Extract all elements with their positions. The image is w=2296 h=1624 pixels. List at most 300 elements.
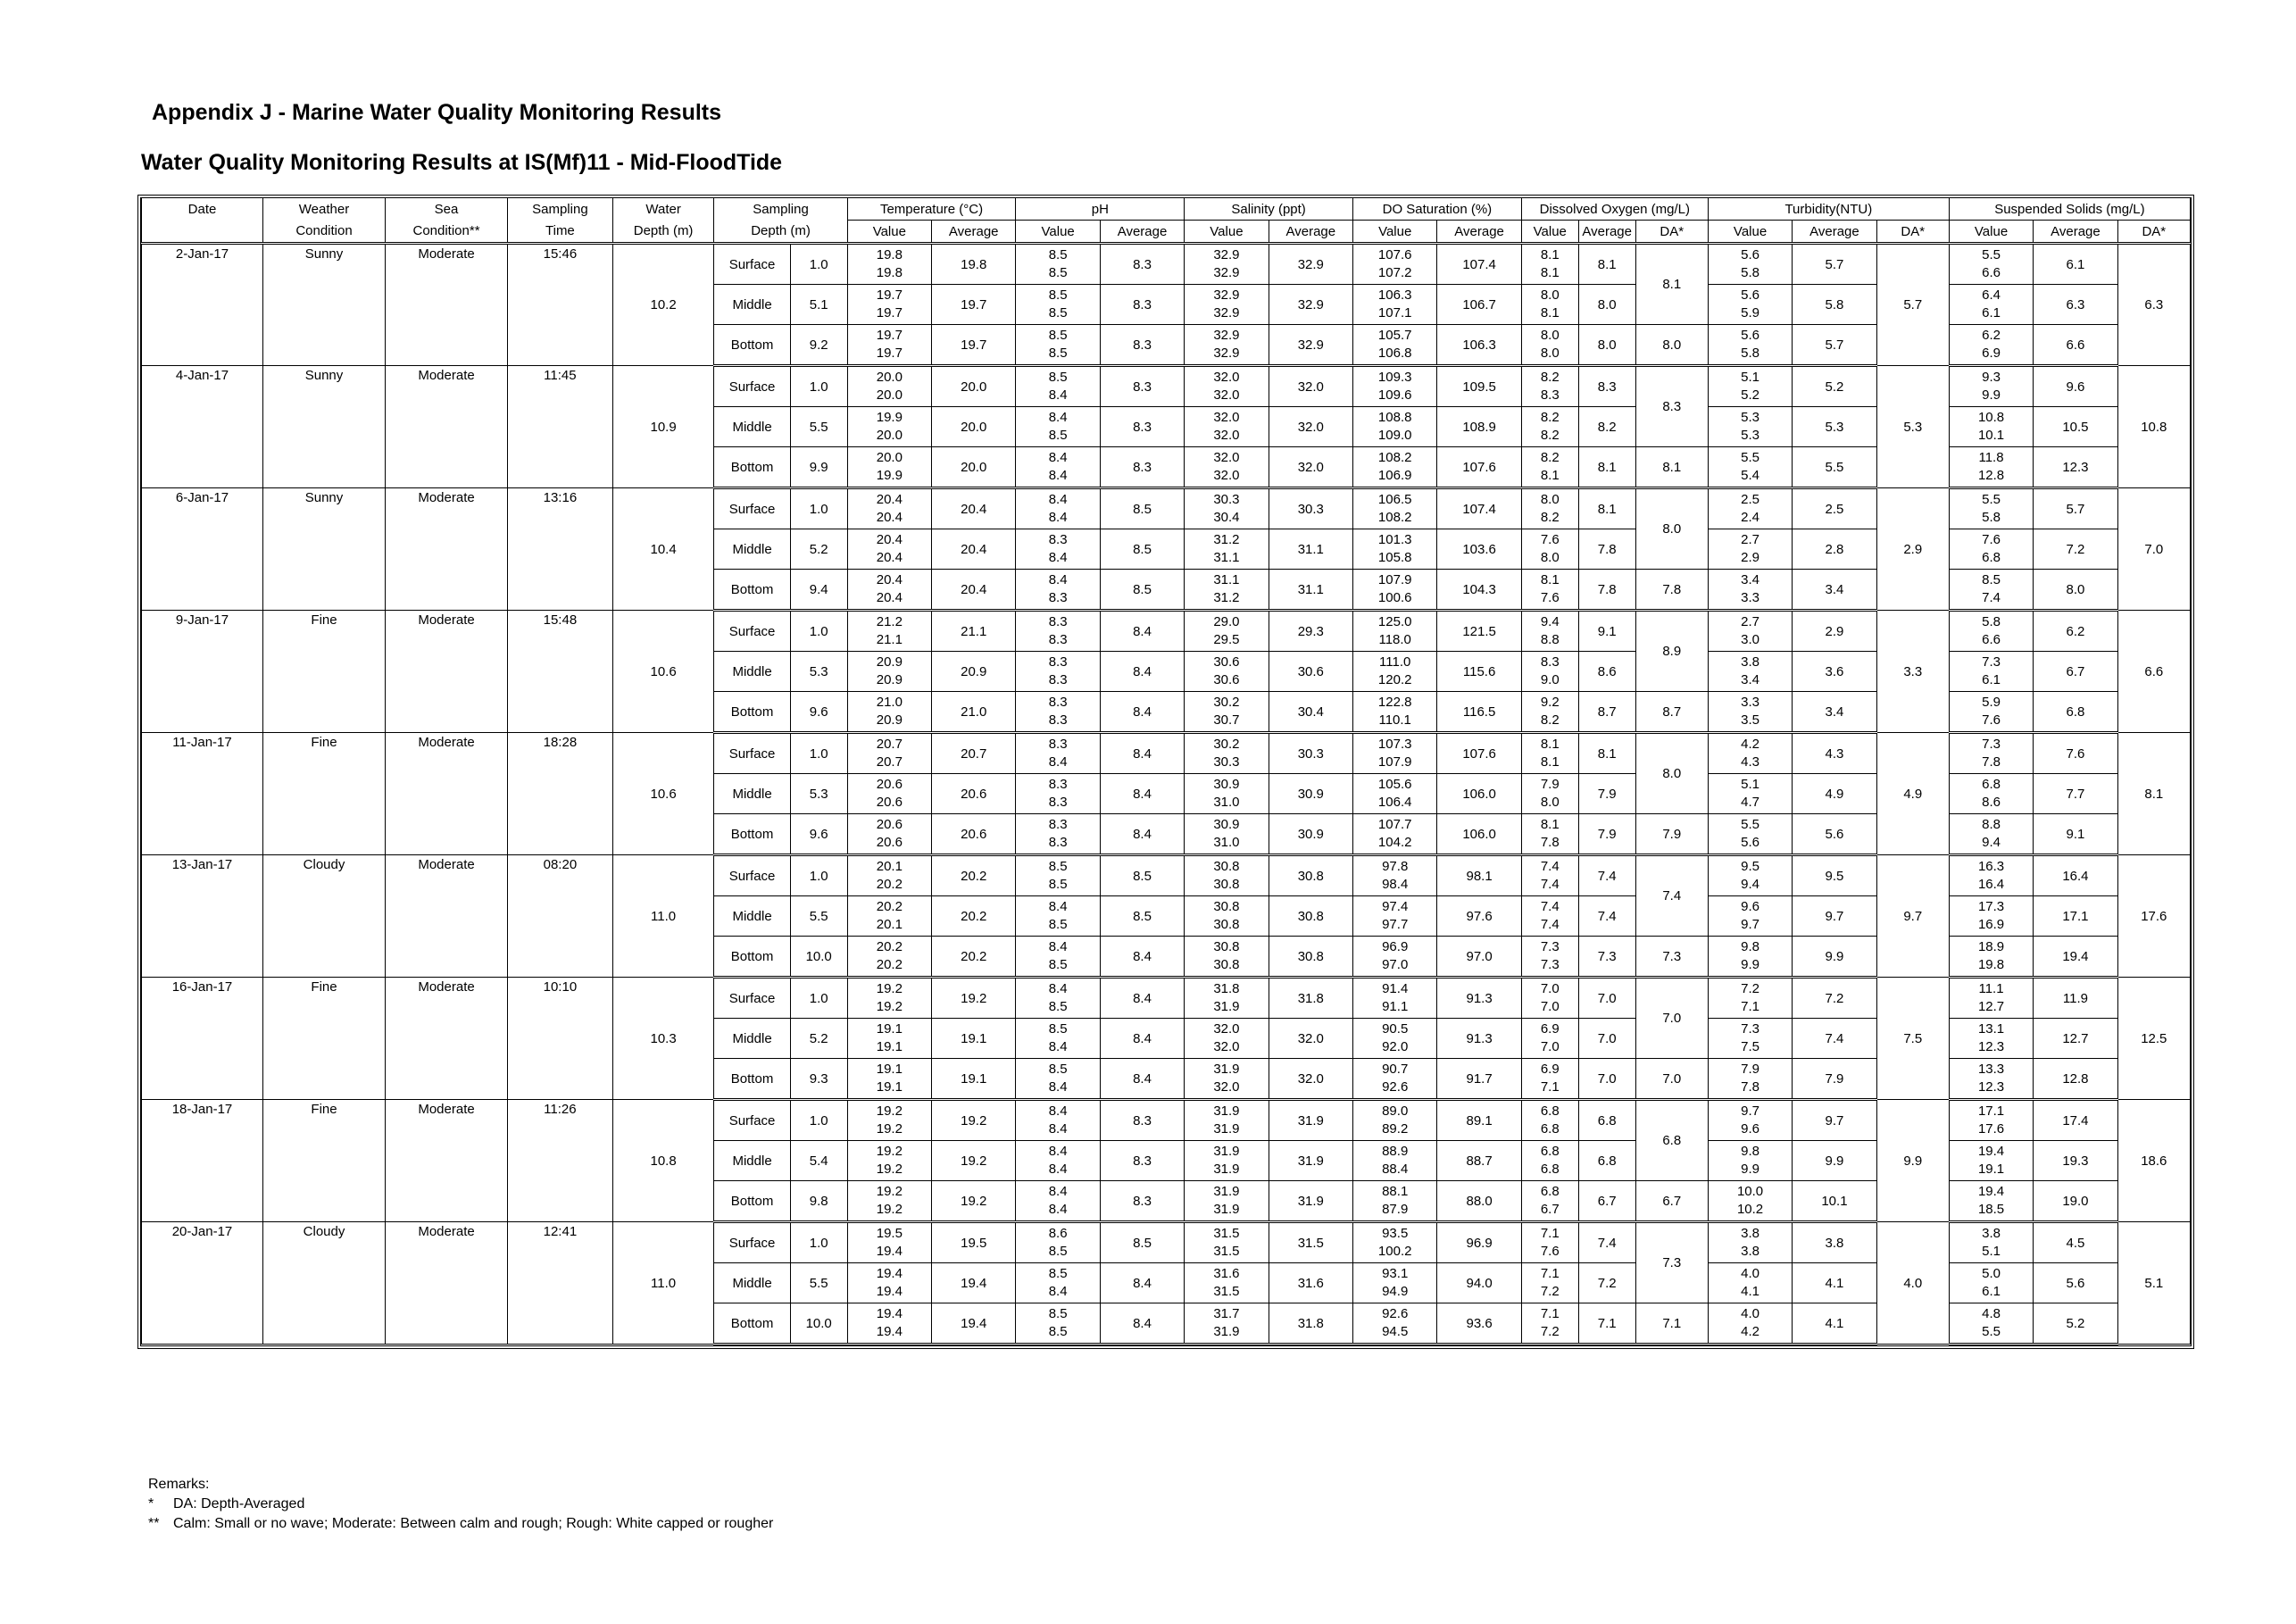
- cell-level: Bottom: [714, 814, 790, 855]
- cell-salinity-reading: 31.0: [1213, 835, 1240, 850]
- header-water-depth-2: Depth (m): [612, 221, 714, 244]
- cell-temperature-reading: 19.7: [876, 287, 903, 303]
- cell-dissolved-oxygen-reading: 8.1: [1540, 265, 1560, 280]
- cell-dissolved-oxygen-average: 8.3: [1578, 366, 1635, 407]
- cell-dissolved-oxygen: [1521, 692, 1578, 733]
- cell-salinity: [1185, 244, 1269, 285]
- cell-ph-average: 8.3: [1100, 1181, 1184, 1222]
- cell-turbidity-reading: 5.6: [1741, 835, 1759, 850]
- cell-dissolved-oxygen-da: 8.3: [1635, 366, 1708, 447]
- cell-temperature-reading: 19.2: [876, 1103, 903, 1119]
- cell-dissolved-oxygen-average: 8.7: [1578, 692, 1635, 733]
- cell-temperature-average: 19.5: [932, 1222, 1016, 1263]
- cell-turbidity: [1708, 774, 1792, 814]
- cell-dissolved-oxygen-average: 6.8: [1578, 1141, 1635, 1181]
- cell-salinity-reading: 30.8: [1213, 957, 1240, 972]
- cell-suspended-solids: [1949, 1100, 2033, 1141]
- cell-temperature-reading: 20.7: [876, 754, 903, 770]
- cell-temperature-reading: 20.9: [876, 654, 903, 670]
- cell-dissolved-oxygen-reading: 8.1: [1540, 305, 1560, 321]
- cell-dissolved-oxygen-average: 6.8: [1578, 1100, 1635, 1141]
- cell-temperature-reading: 19.7: [876, 346, 903, 361]
- cell-suspended-solids-da: 12.5: [2117, 978, 2190, 1100]
- cell-dissolved-oxygen: [1521, 855, 1578, 896]
- cell-salinity-average: 32.0: [1269, 447, 1352, 488]
- cell-temperature-reading: 20.6: [876, 795, 903, 810]
- cell-sampling-depth: 1.0: [790, 1100, 847, 1141]
- cell-ph-reading: 8.4: [1048, 492, 1068, 507]
- cell-do-saturation: [1353, 611, 1437, 652]
- cell-salinity-average: 32.0: [1269, 366, 1352, 407]
- cell-turbidity-reading: 10.2: [1736, 1202, 1764, 1217]
- header-average: Average: [1578, 221, 1635, 244]
- cell-level: Middle: [714, 407, 790, 447]
- header-average: Average: [1437, 221, 1521, 244]
- cell-ph-reading: 8.3: [1048, 712, 1068, 728]
- cell-dissolved-oxygen: [1521, 285, 1578, 325]
- cell-ph-reading: 8.4: [1048, 510, 1068, 525]
- cell-ph-reading: 8.5: [1048, 1062, 1068, 1077]
- water-quality-table: [141, 198, 2191, 1345]
- cell-do-saturation: [1353, 1303, 1437, 1345]
- cell-temperature-average: 20.0: [932, 366, 1016, 407]
- cell-sampling-depth: 5.2: [790, 1019, 847, 1059]
- header-da: DA*: [2117, 221, 2190, 244]
- cell-temperature-reading: 20.1: [876, 859, 903, 874]
- cell-temperature: [847, 488, 931, 529]
- cell-salinity: [1185, 1100, 1269, 1141]
- cell-dissolved-oxygen-da: 8.0: [1635, 488, 1708, 570]
- cell-do-saturation-reading: 105.8: [1377, 550, 1412, 565]
- cell-ph-average: 8.5: [1100, 488, 1184, 529]
- header-da: DA*: [1876, 221, 1949, 244]
- cell-level: Bottom: [714, 325, 790, 366]
- cell-dissolved-oxygen-reading: 7.4: [1540, 859, 1560, 874]
- cell-water-depth: 10.3: [612, 978, 714, 1100]
- cell-sampling-depth: 1.0: [790, 855, 847, 896]
- cell-salinity-reading: 30.3: [1213, 492, 1240, 507]
- cell-turbidity-da: 9.9: [1876, 1100, 1949, 1222]
- cell-suspended-solids-da: 6.6: [2117, 611, 2190, 733]
- cell-turbidity: [1708, 325, 1792, 366]
- cell-dissolved-oxygen-average: 8.1: [1578, 447, 1635, 488]
- cell-turbidity-reading: 9.7: [1741, 1103, 1759, 1119]
- cell-do-saturation-average: 88.7: [1437, 1141, 1521, 1181]
- cell-suspended-solids-reading: 5.5: [1982, 1324, 2001, 1339]
- cell-dissolved-oxygen-average: 7.9: [1578, 814, 1635, 855]
- cell-salinity-reading: 30.8: [1213, 899, 1240, 914]
- cell-do-saturation-reading: 88.4: [1382, 1162, 1409, 1177]
- header-turbidity: Turbidity(NTU): [1708, 198, 1949, 221]
- cell-ph-reading: 8.3: [1048, 835, 1068, 850]
- cell-level: Middle: [714, 896, 790, 937]
- cell-suspended-solids-average: 6.2: [2034, 611, 2117, 652]
- cell-ph-reading: 8.4: [1048, 754, 1068, 770]
- cell-temperature-average: 20.4: [932, 488, 1016, 529]
- cell-suspended-solids-reading: 19.4: [1977, 1184, 2005, 1199]
- table-row: [142, 366, 2191, 407]
- cell-ph-reading: 8.4: [1048, 450, 1068, 465]
- cell-suspended-solids: [1949, 774, 2033, 814]
- cell-ph: [1016, 1059, 1100, 1100]
- cell-salinity: [1185, 488, 1269, 529]
- cell-ph-reading: 8.4: [1048, 1184, 1068, 1199]
- cell-temperature-average: 19.7: [932, 325, 1016, 366]
- cell-dissolved-oxygen-average: 7.4: [1578, 1222, 1635, 1263]
- cell-temperature: [847, 896, 931, 937]
- cell-dissolved-oxygen-reading: 6.8: [1540, 1121, 1560, 1137]
- cell-dissolved-oxygen-da: 7.9: [1635, 814, 1708, 855]
- cell-temperature-reading: 19.9: [876, 410, 903, 425]
- cell-salinity: [1185, 978, 1269, 1019]
- cell-temperature-average: 20.4: [932, 529, 1016, 570]
- header-average: Average: [1269, 221, 1352, 244]
- cell-salinity-reading: 30.2: [1213, 695, 1240, 710]
- cell-salinity-reading: 32.9: [1213, 247, 1240, 262]
- cell-turbidity-average: 4.3: [1793, 733, 1876, 774]
- cell-turbidity-da: 5.3: [1876, 366, 1949, 488]
- header-suspended-solids: Suspended Solids (mg/L): [1949, 198, 2190, 221]
- cell-temperature-average: 19.2: [932, 1100, 1016, 1141]
- cell-salinity: [1185, 1303, 1269, 1345]
- cell-level: Middle: [714, 529, 790, 570]
- cell-salinity: [1185, 1222, 1269, 1263]
- cell-do-saturation-reading: 91.4: [1382, 981, 1409, 996]
- header-row-2: [142, 221, 2191, 244]
- cell-do-saturation: [1353, 1141, 1437, 1181]
- cell-turbidity-da: 2.9: [1876, 488, 1949, 611]
- cell-water-depth: 10.6: [612, 733, 714, 855]
- cell-do-saturation-reading: 109.3: [1377, 370, 1412, 385]
- cell-turbidity: [1708, 814, 1792, 855]
- cell-water-depth: 10.4: [612, 488, 714, 611]
- cell-suspended-solids-average: 10.5: [2034, 407, 2117, 447]
- cell-suspended-solids-da: 8.1: [2117, 733, 2190, 855]
- cell-do-saturation-average: 98.1: [1437, 855, 1521, 896]
- cell-dissolved-oxygen-average: 6.7: [1578, 1181, 1635, 1222]
- cell-do-saturation-average: 93.6: [1437, 1303, 1521, 1345]
- cell-sampling-time: 08:20: [508, 855, 613, 978]
- cell-temperature-average: 20.2: [932, 937, 1016, 978]
- cell-temperature-reading: 20.6: [876, 835, 903, 850]
- cell-temperature-reading: 19.1: [876, 1079, 903, 1095]
- cell-do-saturation: [1353, 285, 1437, 325]
- cell-ph-reading: 8.4: [1048, 1284, 1068, 1299]
- cell-suspended-solids-da: 6.3: [2117, 244, 2190, 366]
- cell-do-saturation-reading: 89.0: [1382, 1103, 1409, 1119]
- cell-turbidity-reading: 7.1: [1741, 999, 1759, 1014]
- cell-turbidity-reading: 4.0: [1741, 1266, 1759, 1281]
- cell-ph-average: 8.4: [1100, 652, 1184, 692]
- cell-salinity-reading: 32.0: [1213, 1079, 1240, 1095]
- cell-salinity-reading: 32.0: [1213, 1021, 1240, 1037]
- cell-suspended-solids-reading: 17.6: [1977, 1121, 2005, 1137]
- cell-salinity-reading: 30.6: [1213, 654, 1240, 670]
- cell-salinity-reading: 32.9: [1213, 287, 1240, 303]
- cell-suspended-solids-da: 5.1: [2117, 1222, 2190, 1345]
- cell-do-saturation-reading: 111.0: [1379, 654, 1411, 670]
- cell-do-saturation-reading: 96.9: [1382, 939, 1409, 954]
- cell-sea-condition: Moderate: [386, 855, 508, 978]
- cell-turbidity: [1708, 611, 1792, 652]
- cell-do-saturation-reading: 90.7: [1382, 1062, 1409, 1077]
- cell-suspended-solids: [1949, 1222, 2033, 1263]
- cell-sampling-time: 11:26: [508, 1100, 613, 1222]
- cell-sea-condition: Moderate: [386, 733, 508, 855]
- cell-temperature-reading: 19.2: [876, 1202, 903, 1217]
- cell-temperature-reading: 20.4: [876, 510, 903, 525]
- cell-weather: Fine: [263, 611, 386, 733]
- cell-dissolved-oxygen-reading: 8.1: [1540, 737, 1560, 752]
- header-da: DA*: [1635, 221, 1708, 244]
- page-subtitle: Water Quality Monitoring Results at IS(Mf)11 - Mid-FloodTide: [141, 150, 783, 175]
- cell-level: Surface: [714, 978, 790, 1019]
- cell-suspended-solids-reading: 12.3: [1977, 1079, 2005, 1095]
- cell-ph-reading: 8.4: [1048, 1162, 1068, 1177]
- cell-level: Surface: [714, 733, 790, 774]
- cell-salinity-average: 31.1: [1269, 529, 1352, 570]
- cell-do-saturation-reading: 122.8: [1377, 695, 1412, 710]
- cell-salinity-average: 31.1: [1269, 570, 1352, 611]
- cell-turbidity-reading: 9.6: [1741, 1121, 1759, 1137]
- cell-do-saturation-reading: 93.5: [1382, 1226, 1409, 1241]
- cell-temperature-reading: 19.2: [876, 1184, 903, 1199]
- cell-dissolved-oxygen-average: 8.0: [1578, 285, 1635, 325]
- cell-turbidity-reading: 7.2: [1741, 981, 1759, 996]
- cell-suspended-solids-da: 7.0: [2117, 488, 2190, 611]
- cell-do-saturation-reading: 109.0: [1377, 428, 1412, 443]
- cell-suspended-solids-average: 6.7: [2034, 652, 2117, 692]
- cell-temperature-reading: 20.9: [876, 672, 903, 687]
- cell-temperature-average: 19.8: [932, 244, 1016, 285]
- header-weather-2: Condition: [263, 221, 386, 244]
- cell-salinity-reading: 31.9: [1213, 1202, 1240, 1217]
- cell-salinity-average: 31.5: [1269, 1222, 1352, 1263]
- cell-suspended-solids-reading: 5.8: [1982, 510, 2001, 525]
- cell-do-saturation-reading: 105.6: [1377, 777, 1412, 792]
- cell-do-saturation-reading: 106.8: [1377, 346, 1412, 361]
- cell-turbidity: [1708, 733, 1792, 774]
- cell-dissolved-oxygen-reading: 9.4: [1540, 614, 1560, 629]
- cell-dissolved-oxygen: [1521, 1181, 1578, 1222]
- cell-temperature-average: 19.1: [932, 1059, 1016, 1100]
- cell-suspended-solids: [1949, 652, 2033, 692]
- cell-suspended-solids-da: 10.8: [2117, 366, 2190, 488]
- cell-turbidity: [1708, 937, 1792, 978]
- cell-do-saturation-reading: 106.5: [1377, 492, 1412, 507]
- cell-dissolved-oxygen-average: 7.3: [1578, 937, 1635, 978]
- cell-ph: [1016, 570, 1100, 611]
- cell-suspended-solids-reading: 4.8: [1982, 1306, 2001, 1321]
- cell-salinity-reading: 31.5: [1213, 1244, 1240, 1259]
- cell-salinity-reading: 30.8: [1213, 939, 1240, 954]
- cell-temperature-reading: 21.2: [876, 614, 903, 629]
- cell-sampling-depth: 1.0: [790, 488, 847, 529]
- cell-weather: Fine: [263, 1100, 386, 1222]
- cell-temperature: [847, 814, 931, 855]
- cell-do-saturation-average: 106.0: [1437, 814, 1521, 855]
- cell-salinity: [1185, 814, 1269, 855]
- cell-dissolved-oxygen-reading: 7.3: [1540, 957, 1560, 972]
- cell-do-saturation-reading: 88.9: [1382, 1144, 1409, 1159]
- cell-suspended-solids-reading: 5.1: [1982, 1244, 2001, 1259]
- cell-do-saturation: [1353, 570, 1437, 611]
- cell-ph-reading: 8.6: [1048, 1226, 1068, 1241]
- cell-turbidity: [1708, 1100, 1792, 1141]
- cell-ph: [1016, 774, 1100, 814]
- cell-salinity-reading: 31.9: [1213, 1162, 1240, 1177]
- cell-ph-average: 8.4: [1100, 733, 1184, 774]
- cell-temperature-reading: 20.4: [876, 550, 903, 565]
- cell-dissolved-oxygen-reading: 8.0: [1540, 287, 1560, 303]
- cell-ph-average: 8.5: [1100, 855, 1184, 896]
- cell-ph-reading: 8.4: [1048, 1144, 1068, 1159]
- cell-turbidity-average: 7.4: [1793, 1019, 1876, 1059]
- cell-ph-reading: 8.3: [1048, 737, 1068, 752]
- table-row: [142, 855, 2191, 896]
- cell-level: Middle: [714, 1263, 790, 1303]
- cell-do-saturation: [1353, 325, 1437, 366]
- cell-dissolved-oxygen-da: 7.0: [1635, 978, 1708, 1059]
- cell-dissolved-oxygen-average: 7.1: [1578, 1303, 1635, 1345]
- cell-suspended-solids-reading: 17.3: [1977, 899, 2005, 914]
- cell-temperature: [847, 1141, 931, 1181]
- cell-turbidity-da: 7.5: [1876, 978, 1949, 1100]
- cell-salinity-reading: 32.0: [1213, 370, 1240, 385]
- cell-salinity: [1185, 325, 1269, 366]
- cell-temperature-reading: 20.2: [876, 957, 903, 972]
- cell-sea-condition: Moderate: [386, 1100, 508, 1222]
- cell-salinity-reading: 32.0: [1213, 387, 1240, 403]
- cell-dissolved-oxygen: [1521, 733, 1578, 774]
- remark-text: Calm: Small or no wave; Moderate: Between calm and rough; Rough: White capped or rougher: [173, 1516, 774, 1531]
- cell-turbidity: [1708, 529, 1792, 570]
- cell-dissolved-oxygen: [1521, 1141, 1578, 1181]
- cell-do-saturation-average: 109.5: [1437, 366, 1521, 407]
- cell-turbidity-average: 5.5: [1793, 447, 1876, 488]
- cell-temperature: [847, 1100, 931, 1141]
- cell-do-saturation-average: 107.6: [1437, 733, 1521, 774]
- cell-temperature-reading: 20.0: [876, 370, 903, 385]
- cell-turbidity-average: 9.9: [1793, 1141, 1876, 1181]
- cell-ph-reading: 8.3: [1048, 632, 1068, 647]
- header-weather: Weather: [263, 198, 386, 221]
- cell-temperature: [847, 447, 931, 488]
- cell-turbidity-reading: 9.6: [1741, 899, 1759, 914]
- cell-suspended-solids-reading: 6.9: [1982, 346, 2001, 361]
- cell-do-saturation-average: 103.6: [1437, 529, 1521, 570]
- cell-ph-average: 8.3: [1100, 1100, 1184, 1141]
- cell-water-depth: 10.6: [612, 611, 714, 733]
- cell-do-saturation: [1353, 1263, 1437, 1303]
- cell-weather: Sunny: [263, 488, 386, 611]
- cell-temperature: [847, 652, 931, 692]
- cell-salinity-average: 31.9: [1269, 1100, 1352, 1141]
- cell-salinity-average: 31.9: [1269, 1141, 1352, 1181]
- cell-turbidity-average: 9.9: [1793, 937, 1876, 978]
- cell-dissolved-oxygen-da: 7.8: [1635, 570, 1708, 611]
- header-sea-2: Condition**: [386, 221, 508, 244]
- cell-suspended-solids-average: 6.8: [2034, 692, 2117, 733]
- cell-suspended-solids: [1949, 1019, 2033, 1059]
- cell-sampling-depth: 1.0: [790, 978, 847, 1019]
- cell-do-saturation-reading: 100.2: [1377, 1244, 1412, 1259]
- cell-temperature: [847, 1019, 931, 1059]
- cell-suspended-solids-average: 16.4: [2034, 855, 2117, 896]
- cell-suspended-solids: [1949, 366, 2033, 407]
- cell-do-saturation-reading: 110.1: [1378, 712, 1411, 728]
- cell-suspended-solids-average: 12.3: [2034, 447, 2117, 488]
- cell-salinity: [1185, 1019, 1269, 1059]
- cell-level: Bottom: [714, 1059, 790, 1100]
- cell-turbidity-average: 4.1: [1793, 1263, 1876, 1303]
- cell-salinity: [1185, 407, 1269, 447]
- cell-ph-reading: 8.5: [1048, 328, 1068, 343]
- cell-turbidity-reading: 7.9: [1741, 1062, 1759, 1077]
- cell-do-saturation-reading: 97.8: [1382, 859, 1409, 874]
- cell-suspended-solids-average: 19.4: [2034, 937, 2117, 978]
- cell-temperature-reading: 19.4: [876, 1284, 903, 1299]
- cell-ph: [1016, 652, 1100, 692]
- cell-level: Bottom: [714, 447, 790, 488]
- cell-salinity-reading: 32.0: [1213, 428, 1240, 443]
- cell-ph-reading: 8.4: [1048, 1079, 1068, 1095]
- cell-turbidity-average: 10.1: [1793, 1181, 1876, 1222]
- cell-level: Middle: [714, 1019, 790, 1059]
- cell-ph-average: 8.3: [1100, 285, 1184, 325]
- cell-do-saturation-reading: 101.3: [1377, 532, 1412, 547]
- cell-water-depth: 10.8: [612, 1100, 714, 1222]
- cell-temperature-reading: 20.0: [876, 428, 903, 443]
- cell-suspended-solids-average: 19.3: [2034, 1141, 2117, 1181]
- cell-dissolved-oxygen-reading: 7.9: [1540, 777, 1560, 792]
- cell-ph-average: 8.3: [1100, 244, 1184, 285]
- cell-salinity-reading: 30.8: [1213, 859, 1240, 874]
- cell-date: 20-Jan-17: [142, 1222, 263, 1345]
- cell-turbidity: [1708, 855, 1792, 896]
- cell-salinity-reading: 30.4: [1213, 510, 1240, 525]
- cell-suspended-solids-reading: 19.1: [1977, 1162, 2005, 1177]
- cell-dissolved-oxygen: [1521, 447, 1578, 488]
- cell-temperature-average: 20.9: [932, 652, 1016, 692]
- cell-suspended-solids-reading: 16.9: [1977, 917, 2005, 932]
- cell-sampling-depth: 5.4: [790, 1141, 847, 1181]
- cell-ph: [1016, 366, 1100, 407]
- cell-suspended-solids-average: 8.0: [2034, 570, 2117, 611]
- cell-ph: [1016, 1303, 1100, 1345]
- cell-ph-reading: 8.5: [1048, 305, 1068, 321]
- cell-salinity-reading: 29.5: [1213, 632, 1240, 647]
- cell-salinity-average: 32.0: [1269, 407, 1352, 447]
- cell-dissolved-oxygen-da: 8.0: [1635, 733, 1708, 814]
- cell-suspended-solids-da: 18.6: [2117, 1100, 2190, 1222]
- cell-dissolved-oxygen-average: 7.0: [1578, 1059, 1635, 1100]
- cell-dissolved-oxygen: [1521, 1059, 1578, 1100]
- cell-salinity-reading: 32.9: [1213, 305, 1240, 321]
- cell-ph-average: 8.4: [1100, 978, 1184, 1019]
- cell-do-saturation: [1353, 1059, 1437, 1100]
- cell-temperature-reading: 19.2: [876, 981, 903, 996]
- cell-do-saturation: [1353, 978, 1437, 1019]
- cell-suspended-solids-average: 12.7: [2034, 1019, 2117, 1059]
- cell-turbidity-reading: 9.9: [1741, 957, 1759, 972]
- cell-salinity: [1185, 855, 1269, 896]
- cell-do-saturation-reading: 118.0: [1378, 632, 1411, 647]
- cell-salinity-reading: 30.2: [1213, 737, 1240, 752]
- cell-ph-reading: 8.4: [1048, 1121, 1068, 1137]
- cell-dissolved-oxygen-average: 7.0: [1578, 978, 1635, 1019]
- cell-suspended-solids-average: 7.2: [2034, 529, 2117, 570]
